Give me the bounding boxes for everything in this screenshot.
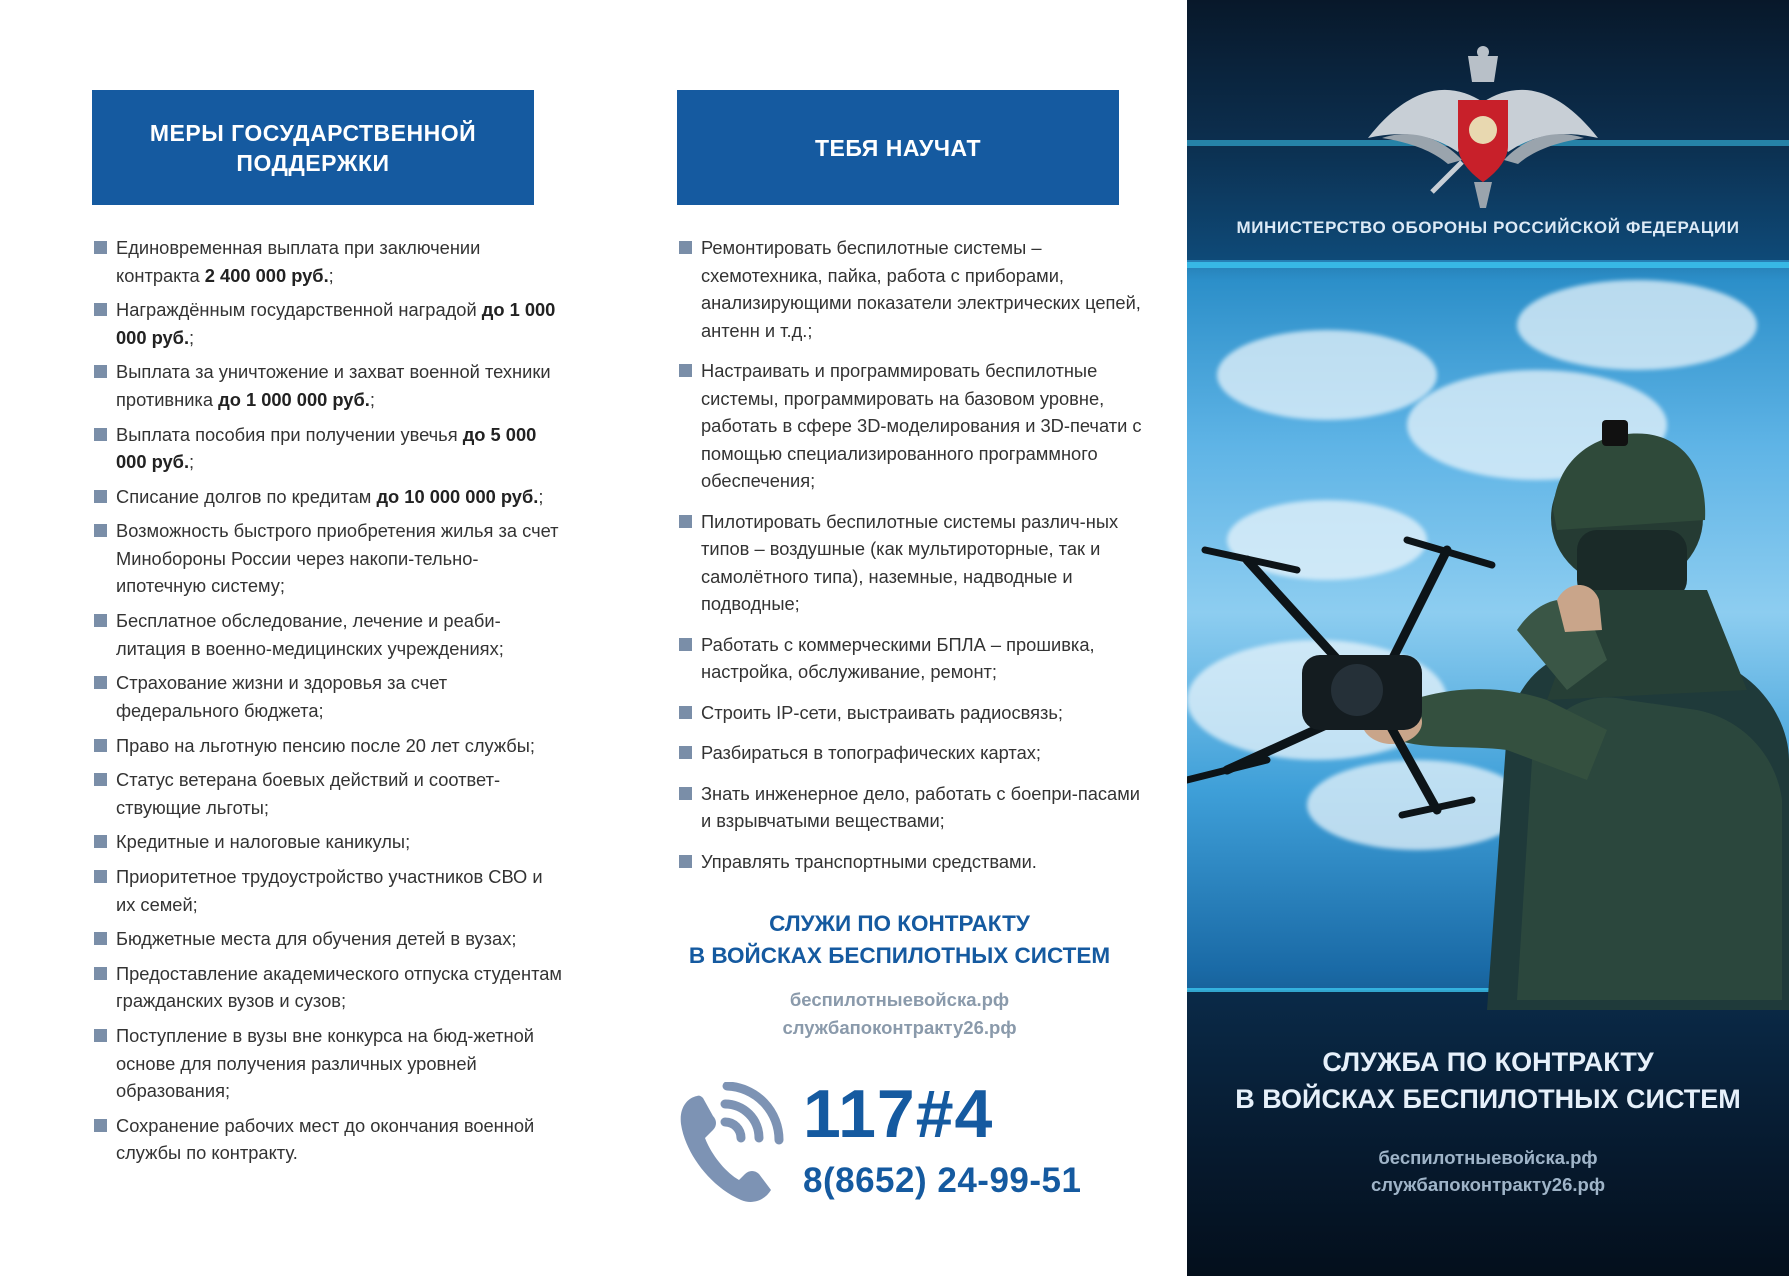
support-measure-text: Выплата за уничтожение и захват военной техники противника [116, 361, 551, 410]
phone-icon [675, 1082, 787, 1204]
cta-title-line1: СЛУЖИ ПО КОНТРАКТУ [769, 911, 1030, 936]
support-measure-amount: до 1 000 000 руб. [116, 299, 556, 348]
cta-title-line2: В ВОЙСКАХ БЕСПИЛОТНЫХ СИСТЕМ [688, 943, 1111, 968]
support-measure-item [92, 1112, 562, 1167]
support-measure-text: Сохранение рабочих мест до окончания военной службы по контракту. [116, 1114, 535, 1164]
support-measure-item [92, 732, 562, 760]
support-measure-text: Предоставление академического отпуска студентам гражданских вузов и сузов; [116, 962, 562, 1012]
site-link-contract[interactable]: службапоконтракту26.рф [782, 1017, 1017, 1038]
training-item: Ремонтировать беспилотные системы – схемотехника, пайка, работа с приборами, анализирующими показатели электрических цепей, антенн и т.д.; [677, 234, 1147, 344]
support-measure-text: Статус ветерана боевых действий и соответ-ствующие льготы; [116, 769, 501, 818]
support-measures-header: МЕРЫ ГОСУДАРСТВЕННОЙ ПОДДЕРЖКИ [92, 90, 534, 205]
support-measure-item [92, 607, 562, 662]
training-item: Разбираться в топографических картах; [677, 739, 1147, 767]
support-measure-item [92, 296, 562, 351]
training-item: Пилотировать беспилотные системы различ-ных типов – воздушные (как мультироторные, так и самолётного типа), наземные, надводные и подводные; [677, 508, 1147, 618]
cover-sites [1187, 1144, 1789, 1198]
support-measure-item [92, 960, 562, 1015]
support-measure-item [92, 234, 562, 289]
site-link-drones[interactable]: беспилотныевойска.рф [789, 989, 1010, 1010]
support-measure-item [92, 925, 562, 953]
support-measure-item [92, 1022, 562, 1105]
support-measure-tail: ; [538, 485, 544, 507]
training-list [677, 234, 1147, 888]
support-measure-tail: ; [328, 264, 334, 286]
training-item: Настраивать и программировать беспилотные системы, программировать на базовом уровне, работать в сфере 3D-моделирования и 3D-печати с помощью специализированного программного обеспечения; [677, 357, 1147, 495]
support-measure-item [92, 517, 562, 600]
training-item: Управлять транспортными средствами. [677, 848, 1147, 876]
contract-cta [677, 908, 1122, 1042]
support-measure-text: Кредитные и налоговые каникулы; [116, 831, 411, 853]
cover-bottom-band [1187, 990, 1789, 1276]
cloud [1517, 280, 1757, 370]
support-measure-text: Бесплатное обследование, лечение и реаби-литация в военно-медицинских учреждениях; [116, 610, 504, 659]
support-measure-item [92, 828, 562, 856]
short-number[interactable]: 117#4 [803, 1076, 994, 1152]
cover-site-contract[interactable]: службапоконтракту26.рф [1370, 1174, 1606, 1195]
support-measure-amount: до 1 000 000 руб. [218, 388, 370, 410]
support-measure-text: Возможность быстрого приобретения жилья за счет Минобороны России через накопи-тельно-ипотечную систему; [116, 520, 559, 597]
cover-title: СЛУЖБА ПО КОНТРАКТУ В ВОЙСКАХ БЕСПИЛОТНЫХ СИСТЕМ [1235, 1047, 1741, 1114]
support-measure-text: Выплата пособия при получении увечья [116, 423, 463, 445]
support-measure-text: Единовременная выплата при заключении контракта [116, 237, 481, 286]
support-measure-item [92, 669, 562, 724]
support-measure-text: Награждённым государственной наградой [116, 299, 482, 321]
support-measure-tail: ; [369, 388, 375, 410]
support-measure-text: Списание долгов по кредитам [116, 485, 377, 507]
training-item: Работать с коммерческими БПЛА – прошивка, настройка, обслуживание, ремонт; [677, 631, 1147, 686]
support-measure-tail: ; [189, 326, 195, 348]
support-measure-item [92, 863, 562, 918]
phone-number[interactable]: 8(8652) 24-99-51 [803, 1161, 1082, 1200]
support-measure-text: Право на льготную пенсию после 20 лет службы; [116, 734, 535, 756]
ministry-emblem [1362, 42, 1604, 210]
support-measure-text: Страхование жизни и здоровья за счет федерального бюджета; [116, 672, 448, 721]
support-measure-amount: до 10 000 000 руб. [376, 485, 539, 507]
support-measure-text: Бюджетные места для обучения детей в вузах; [116, 928, 517, 950]
support-measure-tail: ; [189, 451, 195, 473]
training-item: Знать инженерное дело, работать с боепри-пасами и взрывчатыми веществами; [677, 780, 1147, 835]
support-measure-amount: 2 400 000 руб. [204, 264, 329, 286]
ministry-title: МИНИСТЕРСТВО ОБОРОНЫ РОССИЙСКОЙ ФЕДЕРАЦИИ [1236, 218, 1740, 237]
support-measure-item [92, 358, 562, 413]
support-measure-text: Поступление в вузы вне конкурса на бюд-жетной основе для получения различных уровней образования; [116, 1025, 535, 1102]
training-header: ТЕБЯ НАУЧАТ [677, 90, 1119, 205]
support-measure-text: Приоритетное трудоустройство участников СВО и их семей; [116, 866, 543, 915]
training-item: Строить IP-сети, выстраивать радиосвязь; [677, 699, 1147, 727]
soldier-with-drone-image [1187, 400, 1789, 1010]
support-measures-list [92, 234, 562, 1174]
support-measure-item [92, 766, 562, 821]
support-measure-item [92, 421, 562, 476]
support-measure-amount: до 5 000 000 руб. [116, 423, 537, 473]
cover-stripe [1187, 262, 1789, 268]
support-measure-item [92, 483, 562, 511]
cover-site-drones[interactable]: беспилотныевойска.рф [1378, 1147, 1598, 1168]
